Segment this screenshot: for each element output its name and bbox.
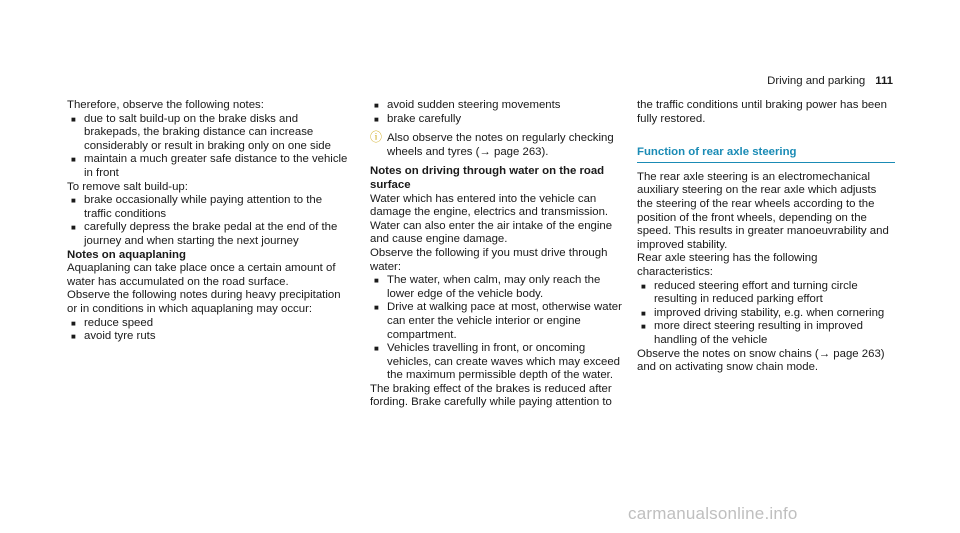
bullet-icon: ■ (641, 281, 646, 291)
list-item: ■ avoid sudden steering movements (374, 99, 561, 111)
watermark: carmanualsonline.info (628, 504, 798, 523)
water-observe: Observe the following if you must drive through water: (370, 246, 608, 273)
rear-axle-text: The rear axle steering is an electromechanical auxiliary steering on the rear axle which adjusts the steering of the rear wheels according to the position of the front wheels, depending on the speed. This results in greater manoeuvrability and improved stability. (637, 170, 889, 251)
bullet-list (67, 113, 352, 181)
intro-text: Therefore, observe the following notes: (67, 99, 264, 111)
bullet-list (370, 99, 628, 126)
list-item: ■ improved driving stability, e.g. when cornering (641, 306, 885, 319)
bullet-icon: ■ (71, 196, 76, 206)
bullet-icon: ■ (374, 101, 379, 110)
list-item: ■ more direct steering resulting in improved handling of the vehicle (641, 320, 863, 346)
bullet-list (637, 280, 895, 348)
list-item: ■ brake carefully (374, 112, 462, 125)
list-item: ■ due to salt build-up on the brake disks and brakepads, the braking distance can increase considerably or result in braking only on one side (71, 112, 331, 152)
bullet-icon: ■ (641, 308, 646, 318)
bullet-icon: ■ (374, 276, 379, 286)
column-1 (67, 99, 352, 344)
column-3 (637, 99, 895, 375)
braking-text: The braking effect of the brakes is reduced after fording. Brake carefully while paying attention to (370, 382, 612, 409)
bullet-icon: ■ (71, 318, 76, 328)
info-note: ⓘ Also observe the notes on regularly checking wheels and tyres (→ page 263). (370, 130, 614, 158)
rear-axle-characteristics: Rear axle steering has the following characteristics: (637, 252, 818, 278)
bullet-icon: ■ (374, 344, 379, 354)
info-icon: ⓘ (370, 130, 383, 145)
bullet-list (67, 317, 352, 344)
section-heading: Function of rear axle steering (637, 146, 895, 163)
header-section: Driving and parking (767, 75, 866, 87)
page-number: 111 (875, 75, 893, 87)
bullet-icon: ■ (374, 114, 379, 124)
list-item: ■ The water, when calm, may only reach the lower edge of the vehicle body. (374, 274, 601, 300)
water-text-1: Water which has entered into the vehicle can damage the engine, electrics and transmission. (370, 192, 609, 219)
bullet-icon: ■ (71, 155, 76, 165)
bullet-list (370, 274, 628, 383)
water-text-2: Water can also enter the air intake of the engine and cause engine damage. (370, 219, 613, 246)
list-item: ■ brake occasionally while paying attention to the traffic conditions (71, 194, 323, 220)
page-header (767, 75, 893, 89)
list-item: ■ avoid tyre ruts (71, 330, 156, 343)
bullet-icon: ■ (641, 322, 646, 332)
list-item: ■ maintain a much greater safe distance to the vehicle in front (71, 153, 348, 179)
bullet-icon: ■ (71, 223, 76, 233)
aquaplaning-heading: Notes on aquaplaning (67, 248, 186, 261)
list-item: ■ Drive at walking pace at most, otherwise water can enter the vehicle interior or engine compartment. (374, 301, 622, 341)
list-item: ■ reduce speed (71, 316, 154, 329)
list-item: ■ reduced steering effort and turning circle resulting in reduced parking effort (641, 279, 858, 306)
bullet-icon: ■ (374, 303, 379, 313)
list-item: ■ Vehicles travelling in front, or oncoming vehicles, can create waves which may exceed the maximum permissible depth of the water. (374, 342, 620, 382)
continued-text: the traffic conditions until braking power has been fully restored. (637, 99, 887, 125)
bullet-icon: ■ (71, 114, 76, 124)
snow-chain-text: Observe the notes on snow chains (→ page 263) and on activating snow chain mode. (637, 347, 885, 374)
column-2 (370, 99, 628, 410)
aquaplaning-text: Aquaplaning can take place once a certain amount of water has accumulated on the road surface. (67, 262, 336, 288)
bullet-icon: ■ (71, 332, 76, 342)
remove-text: To remove salt build-up: (67, 180, 188, 193)
water-heading: Notes on driving through water on the road surface (370, 165, 605, 191)
list-item: ■ carefully depress the brake pedal at the end of the journey and when starting the next journey (71, 221, 338, 247)
aquaplaning-observe: Observe the following notes during heavy precipitation or in conditions in which aquaplaning may occur: (67, 289, 341, 315)
bullet-list (67, 194, 352, 248)
